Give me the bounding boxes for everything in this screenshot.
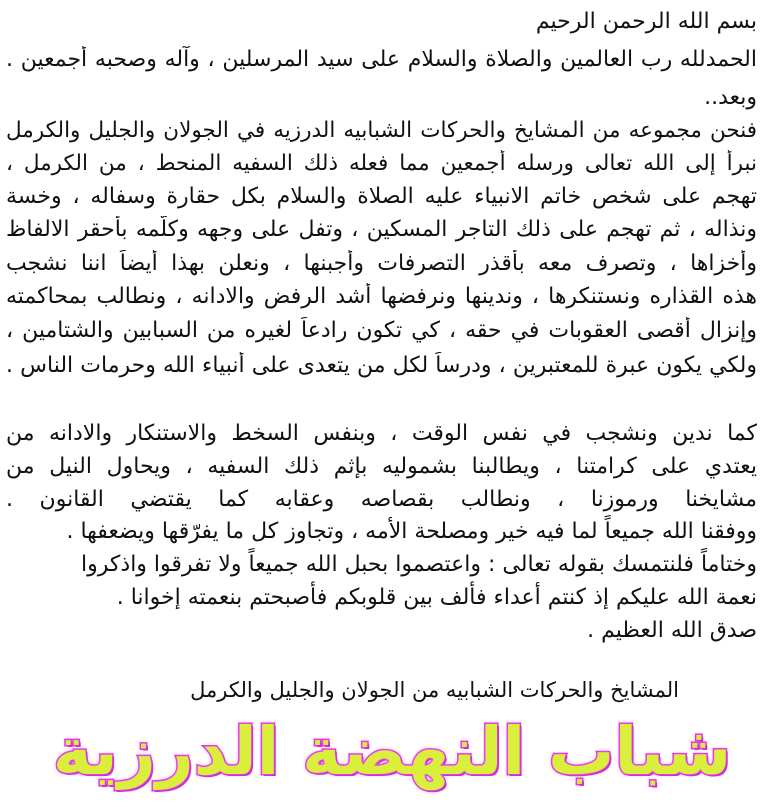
paragraph-line: هذه القذاره ونستنكرها ، وندينها ونرفضها أشد الرفض والادانه ، ونطالب بمحاكمته [6,284,757,309]
paragraph-line: صدق الله العظيم . [587,618,757,643]
paragraph-line: مشايخنا ورموزنا ، ونطالب بقصاصه وعقابه كما يقتضي القانون . [6,487,757,512]
paragraph-line: وبعد.. [704,85,757,110]
paragraph-line: تهجم على شخص خاتم الانبياء عليه الصلاة والسلام بكل حقارة وسفاله ، وخسة [6,184,757,209]
basmala: بسم الله الرحمن الرحيم [535,9,757,34]
paragraph-line: نبرأ إلى الله تعالى ورسله أجمعين مما فعله ذلك السفيه المنحط ، من الكرمل ، [6,151,757,176]
paragraph-line: كما ندين ونشجب في نفس الوقت ، وبنفس السخط والاستنكار والادانه من [6,421,757,446]
paragraph-line: ولكي يكون عبرة للمعتبرين ، ودرساً لكل من يتعدى على أنبياء الله وحرمات الناس . [6,353,757,378]
signature: المشايخ والحركات الشبابيه من الجولان والجليل والكرمل [190,678,679,702]
paragraph-line: ونذاله ، ثم تهجم على ذلك التاجر المسكين ، وتفل على وجهه وكلّمه بأحقر الالفاظ [6,217,757,242]
brand-title: شباب النهضة الدرزية [52,713,732,790]
paragraph-line: ووفقنا الله جميعاً لما فيه خير ومصلحة الأمه ، وتجاوز كل ما يفرّقها ويضعفها . [66,519,757,544]
brand-title-banner [52,712,732,792]
paragraph-line: وختاماً فلنتمسك بقوله تعالى : واعتصموا بحبل الله جميعاً ولا تفرقوا واذكروا [81,552,757,577]
paragraph-line: يعتدي على كرامتنا ، ويطالبنا بشموليه بإثم ذلك السفيه ، ويحاول النيل من [6,454,757,479]
paragraph-line: وإنزال أقصى العقوبات في حقه ، كي تكون رادعاً لغيره من السبابين والشتامين ، [6,318,757,343]
paragraph-line: فنحن مجموعه من المشايخ والحركات الشبابيه الدرزيه في الجولان والجليل والكرمل [6,118,757,143]
paragraph-line: نعمة الله عليكم إذ كنتم أعداء فألف بين قلوبكم فأصبحتم بنعمته إخوانا . [116,585,757,610]
paragraph-line: وأخزاها ، وتصرف معه بأقذر التصرفات وأجبنها ، ونعلن بهذا أيضاً اننا نشجب [6,251,757,276]
paragraph-line: الحمدلله رب العالمين والصلاة والسلام على سيد المرسلين ، وآله وصحبه أجمعين . [6,47,757,72]
